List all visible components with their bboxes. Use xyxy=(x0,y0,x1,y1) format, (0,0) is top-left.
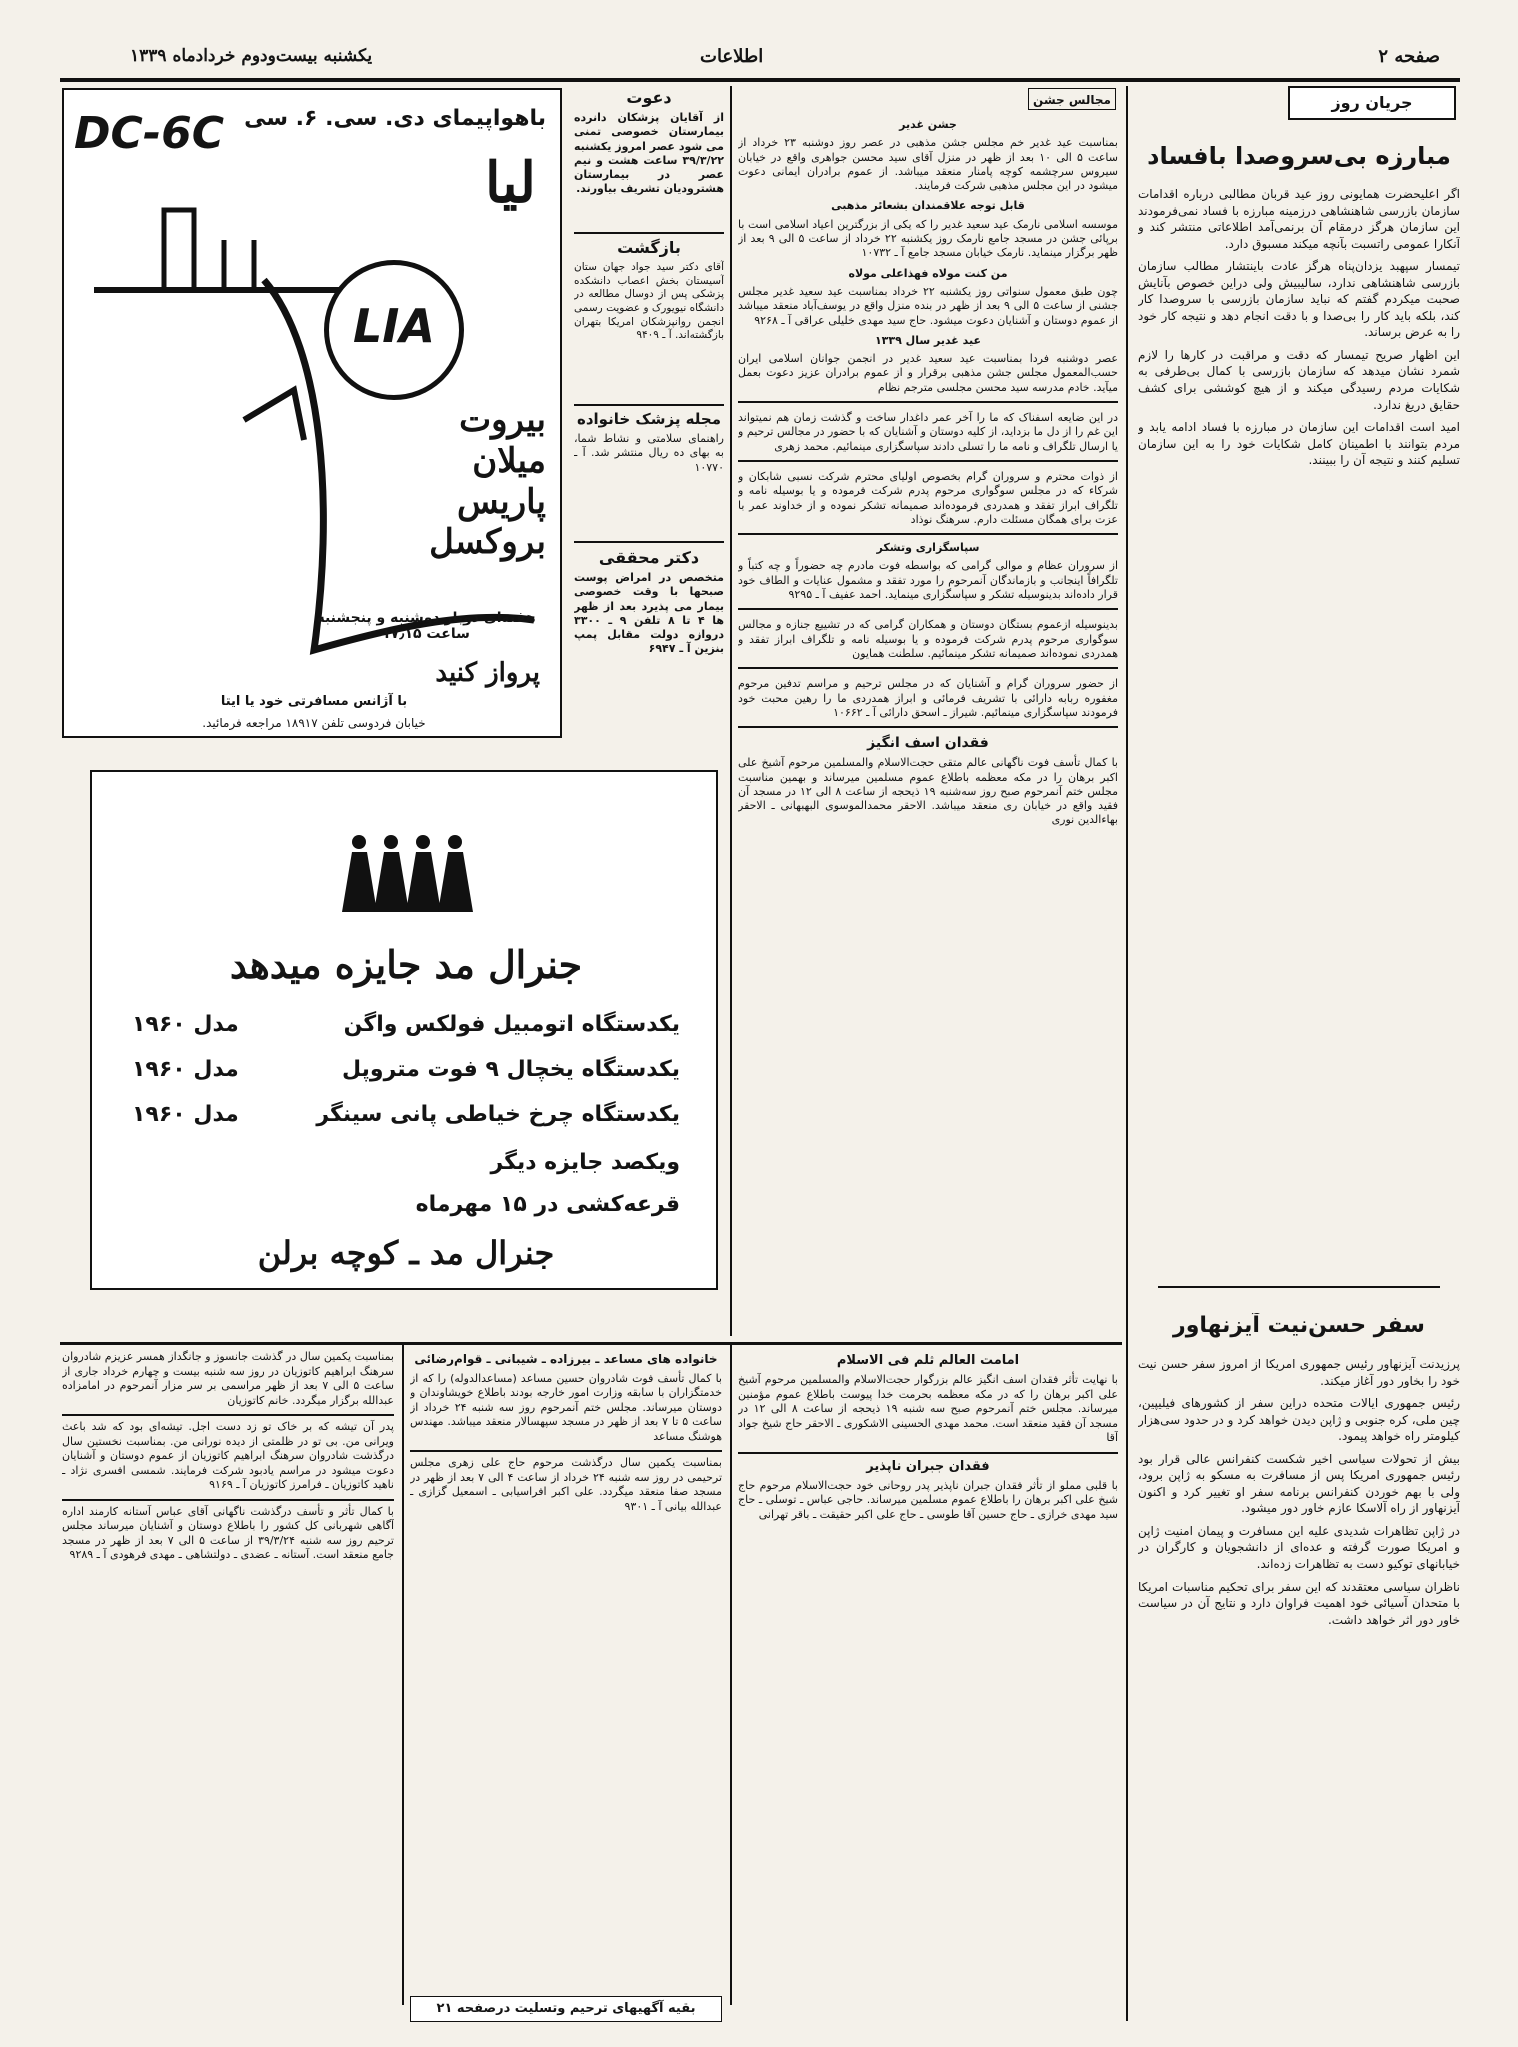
notice-body: با کمال تأسف فوت ناگهانی عالم متقی حجت‌الاسلام والمسلمین مرحوم آشیخ علی اکبر برهان را در مکه معظمه باطلاع عموم مسلمین میرساند و بهمین مناسبت مجلس ختم آنمرحوم صبح روز سه‌شنبه ۱۹ ذیحجه از ساعت ۸ الی ۱۲ در مسجد آن فقید واقع در خیابان ری منعقد میباشد. الاحقر محمدالموسوی البهبهانی ـ الاحقر بهاءالدین نوری xyxy=(738,756,1118,827)
destination: میلان xyxy=(472,440,546,481)
column-rule xyxy=(402,1345,404,2005)
notice-item xyxy=(738,726,1118,828)
editorial-paragraph: امید است اقدامات این سازمان در مبارزه با فساد ادامه یابد و مردم بتوانند با اطمینان کامل شکایات خود را به این سازمان تسلیم کنند و نتیجه آن را ببینند. xyxy=(1138,420,1460,468)
general-footer: جنرال مد ـ کوچه برلن xyxy=(257,1234,555,1272)
second-article-paragraph: بیش از تحولات سیاسی اخیر شکست کنفرانس عالی قرار بود رئیس جمهوری امریکا پس از مسافرت به مسکو به ژاپن برود، ولی با بهم خوردن کنفرانس برنامه سفر او تغییر کرد و اکنون آیزنهاور از راه آلاسکا عازم خاور دور میشود. xyxy=(1138,1451,1460,1516)
lia-logo: LIA xyxy=(324,260,464,400)
lia-destinations xyxy=(346,400,546,563)
bottom-ad-body: بمناسبت یکمین سال درگذشت مرحوم حاج علی زهری مجلس ترحیمی در روز سه شنبه ۲۴ خرداد از ساعت ۴ الی ۷ بعد از ظهر در مسجد صفا منعقد میگردد. علی اکبر افراسیابی ـ اسمعیل گزازی ـ عبدالله بیانی آ ـ ۹۳۰۱ xyxy=(410,1456,722,1513)
notice-title: فقدان اسف انگیز xyxy=(867,735,989,752)
models-illustration xyxy=(332,822,482,922)
narrow-notice-body: آقای دکتر سید جواد جهان ستان آسیستان بخش اعصاب دانشکده پزشکی پس از دوسال مطالعه در دانشگاه نیویورک و عضویت رسمی انجمن روانپزشکان امریکا بتهران بازگشته‌اند. آ ـ ۹۴۰۹ xyxy=(574,261,724,342)
lia-footer-agency: با آژانس مسافرتی خود یا ایتا xyxy=(220,694,408,709)
notice-body: از سروران عظام و موالی گرامی که بواسطه فوت مادرم چه حضوراً و چه کتباً و تلگرافاً اینجانب و بازماندگان آنمرحوم را مورد تفقد و مشمول عنایات و الطاف خود قرار داده‌اند بدینوسیله تشکر و سپاسگزاری مینماید. احمد عفیف آ ـ ۹۲۹۵ xyxy=(738,559,1118,602)
narrow-notice-body: از آقایان پزشکان دانرده بیمارستان خصوصی تمنی می شود عصر امروز یکشنبه ۳۹/۳/۲۲ ساعت هشت و نیم عصر در بیمارستان هشترودیان تشریف بیاورند. xyxy=(574,111,724,196)
notice-divider xyxy=(574,541,724,543)
second-article-paragraph: پرزیدنت آیزنهاور رئیس جمهوری امریکا از امروز سفر حسن نیت خود را بخاور دور آغاز میکند. xyxy=(1138,1357,1460,1388)
destination: بیروت xyxy=(459,400,546,440)
bottom-ad-title: خانواده های مساعد ـ بیرزاده ـ شیبانی ـ قوام‌رضائی xyxy=(414,1352,718,1366)
notice-item xyxy=(738,401,1118,454)
notice-body: از حضور سروران گرام و آشنایان که در مجلس ترحیم و مراسم تدفین مرحوم مغفوره ربابه دارائی با تشریف فرمائی و ابراز همدردی ما را رهین محبت خود فرمودند سپاسگزاری مینمائیم. شیراز ـ اسحق دارائی آ ـ ۱۰۶۶۲ xyxy=(738,677,1118,719)
plane-model: DC-6C xyxy=(74,108,224,159)
narrow-notice-title: بازگشت xyxy=(617,238,681,257)
narrow-notice-title: دعوت xyxy=(626,88,672,107)
notice-title: قابل توجه علاقمندان بشعائر مذهبی xyxy=(831,199,1025,213)
notice-item xyxy=(738,533,1118,602)
lia-schedule: هفته‌ای دوبار دوشنبه و پنجشنبه ساعت ۱۷٫۱۵ xyxy=(316,610,536,642)
bottom-ad-body: بمناسبت یکمین سال در گذشت جانسوز و جانگداز همسر عزیزم شادروان سرهنگ ابراهیم کاتوزیان در روز سه شنبه بیست و چهارم خرداد جاری از ساعت ۵ الی ۷ بعد از ظهر مراسمی بر سر مزار آنمرحوم در امامزاده عبدالله برگزار میگردد. خانم کاتوزیان xyxy=(62,1350,394,1407)
notice-body: چون طبق معمول سنواتی روز یکشنبه ۲۲ خرداد بمناسبت عید سعید غدیر مجلس جشنی از ساعت ۵ الی ۹ بعد از ظهر در بنده منزل واقع در یوسف‌آباد منعقد میباشد از عموم دوستان و آشنایان دعوت میشود. حاج سید مهدی خلیلی عراقی آ ـ ۹۲۶۸ xyxy=(738,284,1118,327)
lia-airline-ad xyxy=(62,88,562,738)
notice-title: من کنت مولاه فهذاعلی مولاه xyxy=(848,266,1008,280)
bottom-ads-col-1 xyxy=(738,1350,1118,1990)
prize-item: یکدستگاه چرخ خیاطی پانی سینگر xyxy=(316,1102,680,1127)
prize-row xyxy=(132,1057,680,1093)
notice-body: از ذوات محترم و سروران گرام بخصوص اولیای محترم شرکت نسبی شابکان و شرکاء که در مجلس سوگواری مرحوم پدرم شرکت فرموده و یا بوسیله نامه و تلگراف ابراز تفقد و همدردی فرموده‌اند صمیمانه تشکر نموده و از خداوند عمر با عزت برای همگان مسئلت دارم. سرهنگ نوذاد xyxy=(738,469,1118,526)
narrow-notice xyxy=(574,408,724,538)
bottom-ad-title: فقدان جبران ناپذیر xyxy=(866,1458,990,1474)
narrow-notices-column xyxy=(574,86,724,746)
bottom-ads-col-2 xyxy=(410,1350,722,1990)
notice-item xyxy=(738,608,1118,661)
notice-item xyxy=(738,118,1118,193)
notice-title: عید غدیر سال ۱۳۳۹ xyxy=(874,333,982,347)
editorial-paragraph: تیمسار سپهبد یزدان‌پناه هرگز عادت باینتشار مطالب سازمان بازرسی شاهنشاهی ندارد، سالیبیش ولی دراین خصوص بآنایش صحبت میکردم گفتم که نباید سازمان بازرسی با سروصدا کار کند، بلکه باید کار را بی‌صدا و با دقت انجام دهد و نتیجه کار خود را به عرض برساند. xyxy=(1138,259,1460,340)
narrow-notice-title: مجله پزشک خانواده xyxy=(576,410,721,428)
extra-prizes: ویکصد جایزه دیگر xyxy=(490,1150,680,1175)
editorial-header: جریان روز xyxy=(1288,86,1456,120)
section-rule xyxy=(60,1342,1122,1345)
masthead-page: صفحه ۲ xyxy=(1378,46,1440,67)
notice-title: سپاسگزاری وتشکر xyxy=(876,541,980,555)
bottom-ad-body: با کمال تأثر و تأسف درگذشت ناگهانی آقای عباس آستانه کارمند اداره آگاهی شهربانی کل کشور را باطلاع دوستان و آشنایان میرساند مجلس ترحیم روز سه شنبه ۳۹/۳/۲۴ از ساعت ۵ الی ۷ بعد از ظهر در مسجد جامع منعقد است. آستانه ـ عضدی ـ دولتشاهی ـ مهدی فرهودی آ ـ ۹۲۸۹ xyxy=(62,1504,394,1562)
bottom-ad-body: با کمال تأسف فوت شادروان حسین مساعد (مساعدالدوله) را که از خدمتگزاران با سابقه وزارت امور خارجه بودند باطلاع خویشاوندان و دوستان میرساند. مجلس ختم آنمرحوم روز سه شنبه ۲۴ خرداد از ساعت ۵ تا ۷ بعد از ظهر در مسجد سپهسالار منعقد میباشد. مهندس هوشنگ مساعد xyxy=(410,1371,722,1443)
narrow-notice xyxy=(574,236,724,401)
narrow-notice-title: دکتر محققی xyxy=(598,548,700,567)
masthead-rule xyxy=(60,78,1460,82)
editorial-paragraph: اگر اعلیحضرت همایونی روز عید قربان مطالبی درباره اقدامات سازمان بازرسی شاهنشاهی درزمینه مبارزه با فساد نمی‌فرمودند این سازمان هرگز درمقام آن برنمی‌آمد اطلاعاتی منتشر کند و آنکارا عمومی راتسبت بآنچه میکند مسبوق دارد. xyxy=(1138,187,1460,251)
celebrations-column xyxy=(738,86,1118,1336)
prize-row xyxy=(132,1102,680,1138)
bottom-ads-col-3 xyxy=(62,1350,394,1990)
masthead-date: یکشنبه بیست‌ودوم خردادماه ۱۳۳۹ xyxy=(130,46,373,66)
notice-item xyxy=(738,667,1118,720)
ornament-divider xyxy=(1158,1286,1440,1288)
prize-item: یکدستگاه یخچال ۹ فوت متروپل xyxy=(342,1057,680,1082)
lia-brand: لیا xyxy=(484,150,536,216)
prize-item: یکدستگاه اتومبیل فولکس واگن xyxy=(343,1012,680,1037)
narrow-notice-body: راهنمای سلامتی و نشاط شما، به بهای ده ریال منتشر شد. آ ـ ۱۰۷۷۰ xyxy=(574,432,724,474)
prize-row xyxy=(132,1012,680,1048)
bottom-ad-body: با قلبی مملو از تأثر فقدان جبران ناپذیر پدر روحانی خود حجت‌الاسلام مرحوم حاج شیخ علی اکبر برهان را باطلاع عموم مسلمین میرساند. حاجی عباس ـ توسلی ـ حاج سید مهدی خرازی ـ حاج حسین آقا طوسی ـ حاج علی اکبر حقیقت ـ باقر تهرانی xyxy=(738,1478,1118,1521)
celebrations-notices xyxy=(738,116,1118,1334)
general-mode-ad xyxy=(90,770,718,1290)
second-article-title: سفر حسن‌نیت آیزنهاور xyxy=(1173,1313,1425,1338)
destination: پاریس xyxy=(456,481,546,522)
notice-body: بمناسبت عید غدیر خم مجلس جشن مذهبی در عصر روز دوشنبه ۲۳ خرداد از ساعت ۵ الی ۱۰ بعد از ظهر در منزل آقای سید محسن جواهری واقع در خیابان سیروس سرچشمه کوچه پامنار منعقد میباشد. از عموم برادران ایمانی دعوت میشود در این مجلس مذهبی شرکت فرمایند. xyxy=(738,136,1118,193)
lia-tagline: باهواپیمای دی. سی. ۶. سی xyxy=(244,106,546,131)
editorial-paragraph: این اظهار صریح تیمسار که دقت و مراقبت در کارها را لازم شمرد نشان میدهد که سازمان بازرسی با کمال بی‌طرفی به شکایات مردم رسیدگی میکند و از هیچ کوششی برای کشف حقایق دریغ ندارد. xyxy=(1138,347,1460,412)
footer-note: بقیه آگهیهای ترحیم وتسلیت درصفحه ۲۱ xyxy=(436,2001,696,2016)
prize-model: مدل ۱۹۶۰ xyxy=(132,1057,239,1082)
notice-item xyxy=(738,267,1118,328)
editorial-column xyxy=(1138,86,1460,2021)
notice-body: عصر دوشنبه فردا بمناسبت عید سعید غدیر در انجمن جوانان اسلامی ایران حسب‌المعمول مجلس جشن مذهبی برقرار و از عموم برادران عزیز دعوت بعمل میآید. خادم مدرسه سید محسن مجلسی مترجم نظام xyxy=(738,352,1118,394)
notice-title: جشن غدیر xyxy=(899,118,957,131)
lia-footer-address: خیابان فردوسی تلفن ۱۸۹۱۷ مراجعه فرمائید. xyxy=(202,716,426,730)
second-article-paragraph: در ژاپن تظاهرات شدیدی علیه این مسافرت و پیمان امنیت ژاپن و امریکا صورت گرفته و عده‌ای از دانشجویان و کارگران در خیابانهای توکیو دست به تظاهرات زده‌اند. xyxy=(1138,1523,1460,1572)
notice-divider xyxy=(574,232,724,234)
notice-body: موسسه اسلامی نارمک عید سعید غدیر را که یکی از بزرگترین اعیاد اسلامی است با برپائی جشن در مسجد جامع نارمک روز یکشنبه ۲۲ خرداد از ساعت ۵ الی ۹ بعد از ظهر برگزار مینماید. نارمک خیابان مسجد جامع آ ـ ۱۰۷۳۲ xyxy=(738,217,1118,260)
celebrations-header: مجالس جشن xyxy=(1028,88,1116,110)
masthead-paper: اطلاعات xyxy=(700,46,764,67)
second-article-paragraph: رئیس جمهوری ایالات متحده دراین سفر از کشورهای فیلیپین، چین ملی، کره جنوبی و ژاپن دیدن خواهد کرد و در حدود سی‌هزار کیلومتر راه خواهد پیمود. xyxy=(1138,1396,1460,1444)
prize-model: مدل ۱۹۶۰ xyxy=(132,1102,239,1127)
notice-item xyxy=(738,460,1118,527)
editorial-body xyxy=(1138,186,1460,1266)
bottom-ad-body: پدر آن تیشه که بر خاک تو زد دست اجل. تیشه‌ای بود که شد باعث ویرانی من. بی تو در ظلمتی از دیده نورانی من. بمناسبت نخستین سال درگذشت شادروان سرهنگ ابراهیم کاتوزیان از عموم دوستان و آشنایان دعوت میشود در مراسم یادبود شرکت فرمایند. شمسی افسری نژاد ـ ناهید کاتوزیان ـ فرامرز کاتوزیان آ ـ ۹۱۶۹ xyxy=(62,1420,394,1492)
notice-body: در این ضایعه اسفناک که ما را آخر عمر داغدار ساخت و گذشت زمان هم نمیتواند این غم را از دل ما بزداید، از کلیه دوستان و آشنایان که با حضور در مجالس ترحیم و یا ارسال تلگراف و نامه ما را تسلی دادند سپاسگزاری مینمائیم. محمد زهری xyxy=(738,411,1118,453)
bottom-ad-title: امامت العالم ثلم فی الاسلام xyxy=(836,1353,1020,1368)
notice-divider xyxy=(574,404,724,406)
notice-item xyxy=(738,199,1118,260)
prize-model: مدل ۱۹۶۰ xyxy=(132,1012,239,1037)
column-rule xyxy=(730,86,732,1336)
second-article-paragraph: ناظران سیاسی معتقدند که این سفر برای تحکیم مناسبات امریکا با متحدان آسیائی خود اهمیت فراوان دارد و نتایج آن در سیاست خاور دور اثر خواهد داشت. xyxy=(1138,1579,1460,1627)
destination: بروکسل xyxy=(429,522,546,563)
narrow-notice xyxy=(574,86,724,231)
general-headline: جنرال مد جایزه میدهد xyxy=(229,942,583,987)
notice-item xyxy=(738,334,1118,395)
footer-note-box xyxy=(410,1996,722,2022)
masthead xyxy=(60,42,1460,76)
lottery-date: قرعه‌کشی در ۱۵ مهرماه xyxy=(415,1192,680,1217)
editorial-title: مبارزه بی‌سروصدا بافساد xyxy=(1147,142,1451,170)
notice-body: بدینوسیله ازعموم بستگان دوستان و همکاران گرامی که در تشییع جنازه و مجالس سوگواری مرحوم پدرم شرکت فرموده و یا بوسیله نامه و تلگراف ابراز تفقد و همدردی نموده‌اند صمیمانه تشکر مینمائیم. سلطنت همایون xyxy=(738,618,1118,660)
second-article-body xyxy=(1138,1356,1460,2006)
column-rule xyxy=(730,1345,732,2005)
narrow-notice xyxy=(574,546,724,746)
lia-fly: پرواز کنید xyxy=(435,658,540,688)
narrow-notice-body: متخصص در امراض پوست صبحها با وقت خصوصی بیمار می پذیرد بعد از ظهر ها ۴ تا ۸ تلفن ۹ ـ ۳۳۰۰ دروازه دولت مقابل پمپ بنزین آ ـ ۶۹۴۷ xyxy=(574,571,724,656)
column-rule xyxy=(1126,86,1128,2021)
bottom-ad-body: با نهایت تأثر فقدان اسف انگیز عالم بزرگوار حجت‌الاسلام والمسلمین مرحوم آشیخ علی اکبر برهان را که در مکه معظمه بحرمت خدا پیوست باطلاع عموم مؤمنین میرساند. مجلس ختم آنمرحوم صبح سه شنبه ۱۹ ذیحجه از ساعت ۸ الی ۱۲ در مسجد آن فقید منعقد است. محمد مهدی الحسینی الاشکوری ـ الاحقر حاج شیخ جواد آقا xyxy=(738,1373,1118,1445)
